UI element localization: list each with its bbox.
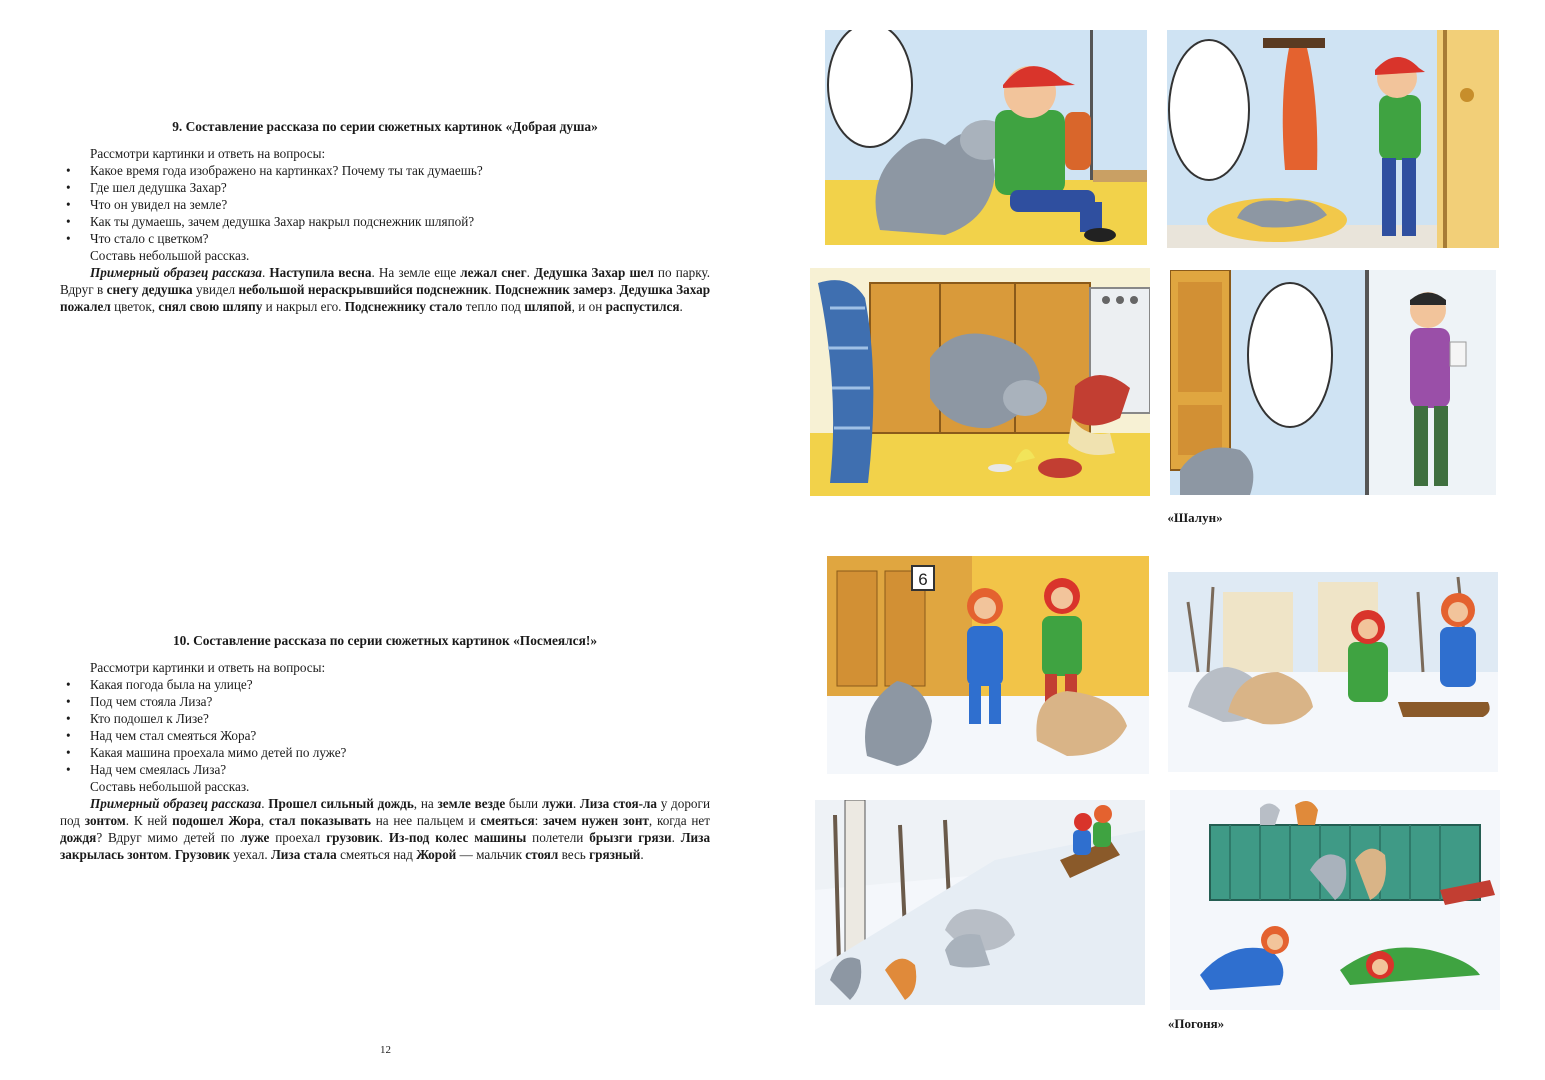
section-10 — [60, 632, 710, 863]
sample-segment: . — [612, 282, 620, 297]
sledding-image — [815, 800, 1145, 1005]
illustration-dogs-and-sled — [1168, 572, 1498, 772]
sample-segment: весь — [558, 847, 590, 862]
sample-segment: ? Вдруг мимо детей по — [96, 830, 241, 845]
question-item: • Какая погода была на улице? — [60, 676, 710, 693]
sample-emphasis: Грузовик — [174, 847, 230, 862]
illustration-boy-petting-dog — [825, 30, 1147, 245]
sample-emphasis: небольшой нераскрывшийся подснежник — [238, 282, 489, 297]
illustration-sledding — [815, 800, 1145, 1005]
sample-emphasis: распустился — [605, 299, 680, 314]
man-at-door-image — [1170, 270, 1496, 495]
left-page — [0, 0, 770, 1080]
dogs-and-sled-image — [1168, 572, 1498, 772]
section-9-task: Составь небольшой рассказ. — [90, 248, 250, 263]
sample-segment: . — [572, 796, 580, 811]
sample-segment: . На земле еще — [371, 265, 461, 280]
boy-at-door-image — [1167, 30, 1499, 248]
sample-emphasis: снял свою шляпу — [158, 299, 263, 314]
section-10-task: Составь небольшой рассказ. — [90, 779, 250, 794]
section-10-intro: Рассмотри картинки и ответь на вопросы: — [90, 660, 326, 675]
sample-segment: . — [168, 847, 175, 862]
sample-emphasis: Жорой — [416, 847, 457, 862]
sample-segment: тепло под — [462, 299, 525, 314]
caption-shalun: «Шалун» — [1167, 510, 1223, 525]
door-number: 6 — [918, 570, 928, 589]
dog-in-kitchen-image — [810, 268, 1150, 496]
sample-emphasis: Лиза стоя-ла — [579, 796, 657, 811]
question-item: • Под чем стояла Лиза? — [60, 693, 710, 710]
sample-segment: у дороги под — [60, 796, 710, 828]
sample-segment: и накрыл его. — [262, 299, 345, 314]
sample-segment: по парку. Вдруг в — [60, 265, 710, 297]
sample-lead: Примерный образец рассказа — [90, 796, 262, 811]
boy-petting-dog-image — [825, 30, 1147, 245]
question-item: • Над чем смеялась Лиза? — [60, 761, 710, 778]
sample-segment: проехал — [269, 830, 327, 845]
question-item: • Как ты думаешь, зачем дедушка Захар накрыл подснежник шляпой? — [60, 213, 710, 230]
sample-emphasis: земле везде — [437, 796, 506, 811]
right-page — [770, 0, 1545, 1080]
sample-segment: , на — [413, 796, 438, 811]
page-number: 12 — [380, 1044, 391, 1056]
sample-segment: . К ней — [125, 813, 173, 828]
question-item: • Над чем стал смеяться Жора? — [60, 727, 710, 744]
sample-emphasis: стоял — [525, 847, 559, 862]
sample-emphasis: Лиза стала — [270, 847, 337, 862]
question-item: • Что он увидел на земле? — [60, 196, 710, 213]
sample-segment: полетели — [526, 830, 590, 845]
sample-emphasis: Дедушка Захар пожалел — [60, 282, 711, 314]
sample-segment: уехал. — [230, 847, 271, 862]
sample-segment: . — [526, 265, 535, 280]
section-9-heading: 9. Составление рассказа по серии сюжетных картинок «Добрая душа» — [172, 119, 598, 134]
sample-emphasis: Дедушка Захар шел — [534, 265, 654, 280]
sample-emphasis: подошел Жора — [172, 813, 261, 828]
sample-segment: , — [260, 813, 269, 828]
section-9-sample — [60, 264, 710, 315]
illustration-kids-fell-down — [1170, 790, 1500, 1010]
sample-emphasis: грузовик — [326, 830, 380, 845]
sample-segment: увидел — [192, 282, 239, 297]
question-item: • Кто подошел к Лизе? — [60, 710, 710, 727]
sample-emphasis: лужи — [541, 796, 573, 811]
sample-emphasis: лежал снег — [460, 265, 527, 280]
illustration-kids-with-dogs — [827, 556, 1149, 774]
sample-emphasis: смеяться — [480, 813, 535, 828]
sample-emphasis: дождя — [60, 830, 97, 845]
illustration-dog-in-kitchen — [810, 268, 1150, 496]
sample-emphasis: Из-под колес машины — [388, 830, 527, 845]
kids-fell-down-image — [1170, 790, 1500, 1010]
sample-segment: . — [488, 282, 495, 297]
sample-segment: — мальчик — [456, 847, 526, 862]
sample-segment: смеяться над — [336, 847, 417, 862]
sample-segment: были — [505, 796, 542, 811]
sample-emphasis: Наступила весна — [269, 265, 372, 280]
sample-segment: . — [640, 847, 644, 862]
section-10-questions — [60, 676, 710, 778]
kids-with-dogs-image — [827, 556, 1149, 774]
sample-emphasis: снегу дедушка — [106, 282, 193, 297]
question-item: • Что стало с цветком? — [60, 230, 710, 247]
sample-lead: Примерный образец рассказа — [90, 265, 262, 280]
sample-emphasis: грязный — [589, 847, 641, 862]
sample-segment: . — [679, 299, 683, 314]
question-item: • Какая машина проехала мимо детей по луже? — [60, 744, 710, 761]
sample-emphasis: зачем нужен зонт — [543, 813, 649, 828]
question-item: • Какое время года изображено на картинках? Почему ты так думаешь? — [60, 162, 710, 179]
sample-segment: цветок, — [110, 299, 159, 314]
illustration-boy-at-door — [1167, 30, 1499, 248]
section-10-sample — [60, 795, 710, 863]
sample-segment: . — [261, 265, 270, 280]
question-item: • Где шел дедушка Захар? — [60, 179, 710, 196]
sample-segment: . — [261, 796, 269, 811]
sample-segment: на нее пальцем и — [370, 813, 481, 828]
caption-pogonya: «Погоня» — [1167, 1016, 1225, 1031]
sample-emphasis: зонтом — [84, 813, 126, 828]
illustration-man-at-door — [1170, 270, 1496, 495]
sample-emphasis: Подснежник замерз — [495, 282, 613, 297]
sample-emphasis: брызги грязи — [589, 830, 672, 845]
section-10-heading: 10. Составление рассказа по серии сюжетных картинок «Посмеялся!» — [172, 633, 598, 648]
sample-segment: , и он — [571, 299, 606, 314]
section-9-intro: Рассмотри картинки и ответь на вопросы: — [90, 146, 326, 161]
sample-emphasis: Подснежнику стало — [344, 299, 463, 314]
sample-segment: , когда нет — [648, 813, 711, 828]
sample-segment: . — [379, 830, 389, 845]
sample-emphasis: стал показывать — [268, 813, 371, 828]
sample-emphasis: Прошел сильный дождь — [268, 796, 414, 811]
sample-segment: . — [671, 830, 681, 845]
sample-emphasis: Лиза закрылась зонтом — [60, 830, 711, 862]
sample-segment: : — [534, 813, 543, 828]
section-9-questions — [60, 162, 710, 247]
section-9 — [60, 118, 710, 315]
sample-emphasis: луже — [240, 830, 270, 845]
sample-emphasis: шляпой — [524, 299, 572, 314]
